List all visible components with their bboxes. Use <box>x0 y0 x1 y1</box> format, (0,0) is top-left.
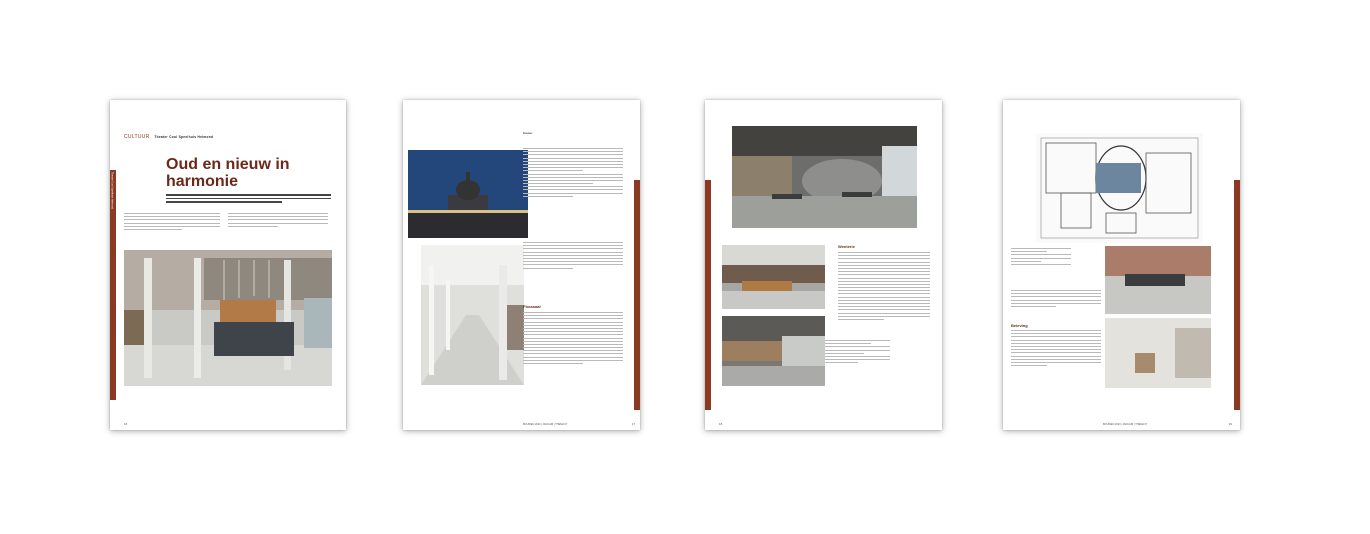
church-night-photo <box>408 150 528 238</box>
side-tab <box>705 180 711 410</box>
magazine-page-1 <box>110 100 346 430</box>
section-name: CULTUUR <box>124 134 150 140</box>
page-number: 19 <box>1228 422 1232 426</box>
footer: BOUWEN 2023 | JANUARI | THEMA 07 <box>1103 423 1148 426</box>
title-line-1: Oud en nieuw in <box>166 156 290 173</box>
section-sub: Theater Cool Speelhuis Helmond <box>154 135 214 139</box>
subheading: Beleving <box>1011 323 1028 328</box>
magazine-page-4 <box>1003 100 1240 430</box>
plan-caption <box>1011 248 1071 267</box>
subheading: Wenterie <box>838 244 855 249</box>
body-text <box>838 252 930 322</box>
captions <box>825 340 890 366</box>
title-line-2: harmonie <box>166 173 239 190</box>
body-text <box>1011 290 1101 309</box>
intro-text <box>166 194 331 205</box>
foyer-photo <box>732 126 917 228</box>
corridor-photo <box>421 245 524 385</box>
credits-header: Bouwer <box>523 132 533 135</box>
side-tab <box>110 170 116 400</box>
page-number: 16 <box>124 422 128 426</box>
auditorium-photo <box>1105 246 1211 314</box>
body-column-right <box>228 213 328 229</box>
floor-plan <box>1036 133 1203 243</box>
lounge-photo <box>722 245 825 309</box>
credits-list <box>523 148 623 199</box>
subheading: Florasaal <box>523 304 541 309</box>
page-number: 17 <box>631 422 635 426</box>
side-tab <box>1234 180 1240 410</box>
body-text <box>523 242 623 271</box>
hall-photo <box>124 250 332 386</box>
bar-photo <box>722 316 825 386</box>
magazine-page-2 <box>403 100 640 430</box>
section-label <box>124 134 213 140</box>
side-tab <box>634 180 640 410</box>
body-text-2 <box>1011 330 1101 368</box>
body-column-left <box>124 213 220 232</box>
magazine-page-3 <box>705 100 942 430</box>
page-number: 18 <box>719 422 723 426</box>
staircase-photo <box>1105 318 1211 388</box>
side-tab-label: Theater Cool Speelhuis Helmond <box>110 172 114 209</box>
article-title <box>166 156 290 190</box>
body-text-2 <box>523 312 623 366</box>
footer: BOUWEN 2023 | JANUARI | THEMA 07 <box>523 423 568 426</box>
